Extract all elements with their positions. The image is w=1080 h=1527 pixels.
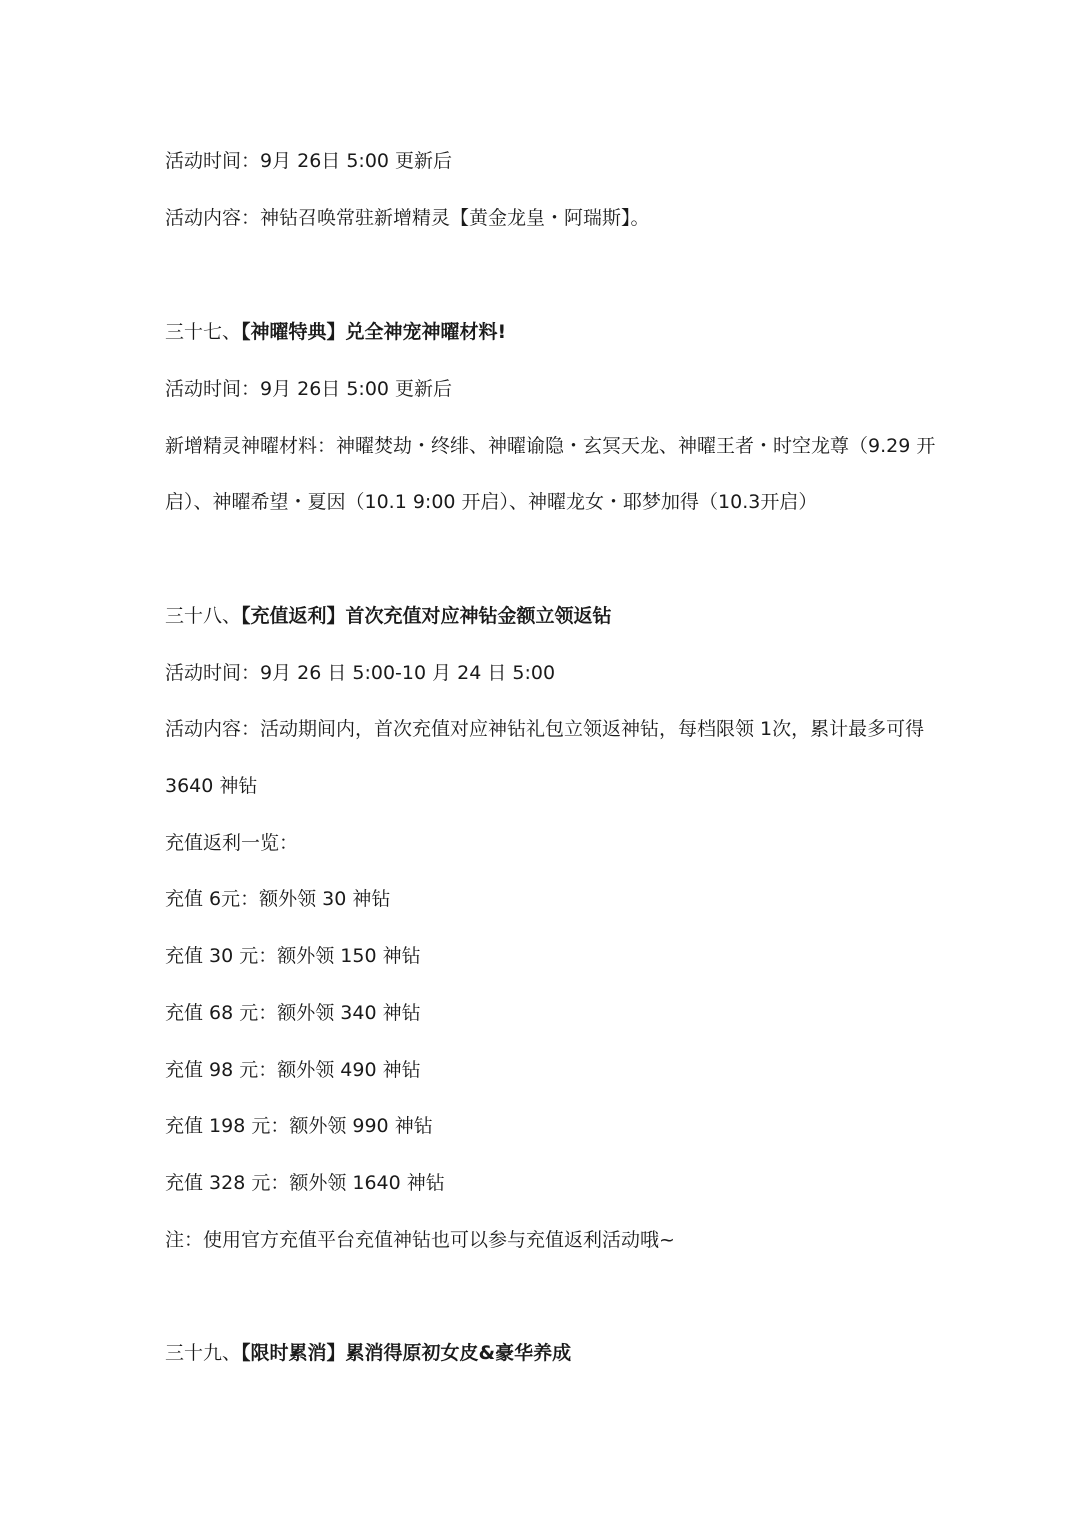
section37-heading	[165, 319, 945, 345]
section39-number: 三十九、	[165, 1342, 242, 1364]
rebate-item-328: 充值 328 元：额外领 1640 神钻	[165, 1172, 445, 1194]
section38-list-title: 充值返利一览：	[165, 832, 299, 854]
section38-note: 注：使用官方充值平台充值神钻也可以参与充值返利活动哦~	[165, 1229, 675, 1251]
section38-content-line2: 3640 神钻	[165, 775, 258, 797]
section38-title: 【充值返利】首次充值对应神钻金额立领返钻	[241, 605, 612, 627]
section37-materials-line2: 启）、神曜希望・夏因（10.1 9:00 开启）、神曜龙女・耶梦加得（10.3开启）	[165, 491, 818, 513]
section38-number: 三十八、	[165, 605, 242, 627]
rebate-item-198: 充值 198 元：额外领 990 神钻	[165, 1115, 433, 1137]
section36-content: 活动内容：神钻召唤常驻新增精灵【黄金龙皇・阿瑞斯】。	[165, 207, 650, 229]
section36-time: 活动时间：9月 26日 5:00 更新后	[165, 150, 453, 172]
rebate-item-30: 充值 30 元：额外领 150 神钻	[165, 945, 421, 967]
section38-time: 活动时间：9月 26 日 5:00-10 月 24 日 5:00	[165, 662, 556, 684]
rebate-item-6: 充值 6元：额外领 30 神钻	[165, 888, 391, 910]
section37-title: 【神曜特典】兑全神宠神曜材料!	[241, 321, 507, 343]
section38-content-line1: 活动内容：活动期间内，首次充值对应神钻礼包立领返神钻，每档限领 1次，累计最多可得	[165, 718, 925, 740]
section37-time: 活动时间：9月 26日 5:00 更新后	[165, 378, 453, 400]
section39-heading	[165, 1340, 945, 1366]
section37-number: 三十七、	[165, 321, 242, 343]
rebate-item-98: 充值 98 元：额外领 490 神钻	[165, 1059, 421, 1081]
section37-materials-line1: 新增精灵神曜材料：神曜焚劫・终绯、神曜谕隐・玄冥天龙、神曜王者・时空龙尊（9.29 开	[165, 435, 936, 457]
rebate-item-68: 充值 68 元：额外领 340 神钻	[165, 1002, 421, 1024]
section39-title: 【限时累消】累消得原初女皮&豪华养成	[241, 1342, 572, 1364]
section38-heading	[165, 603, 945, 629]
